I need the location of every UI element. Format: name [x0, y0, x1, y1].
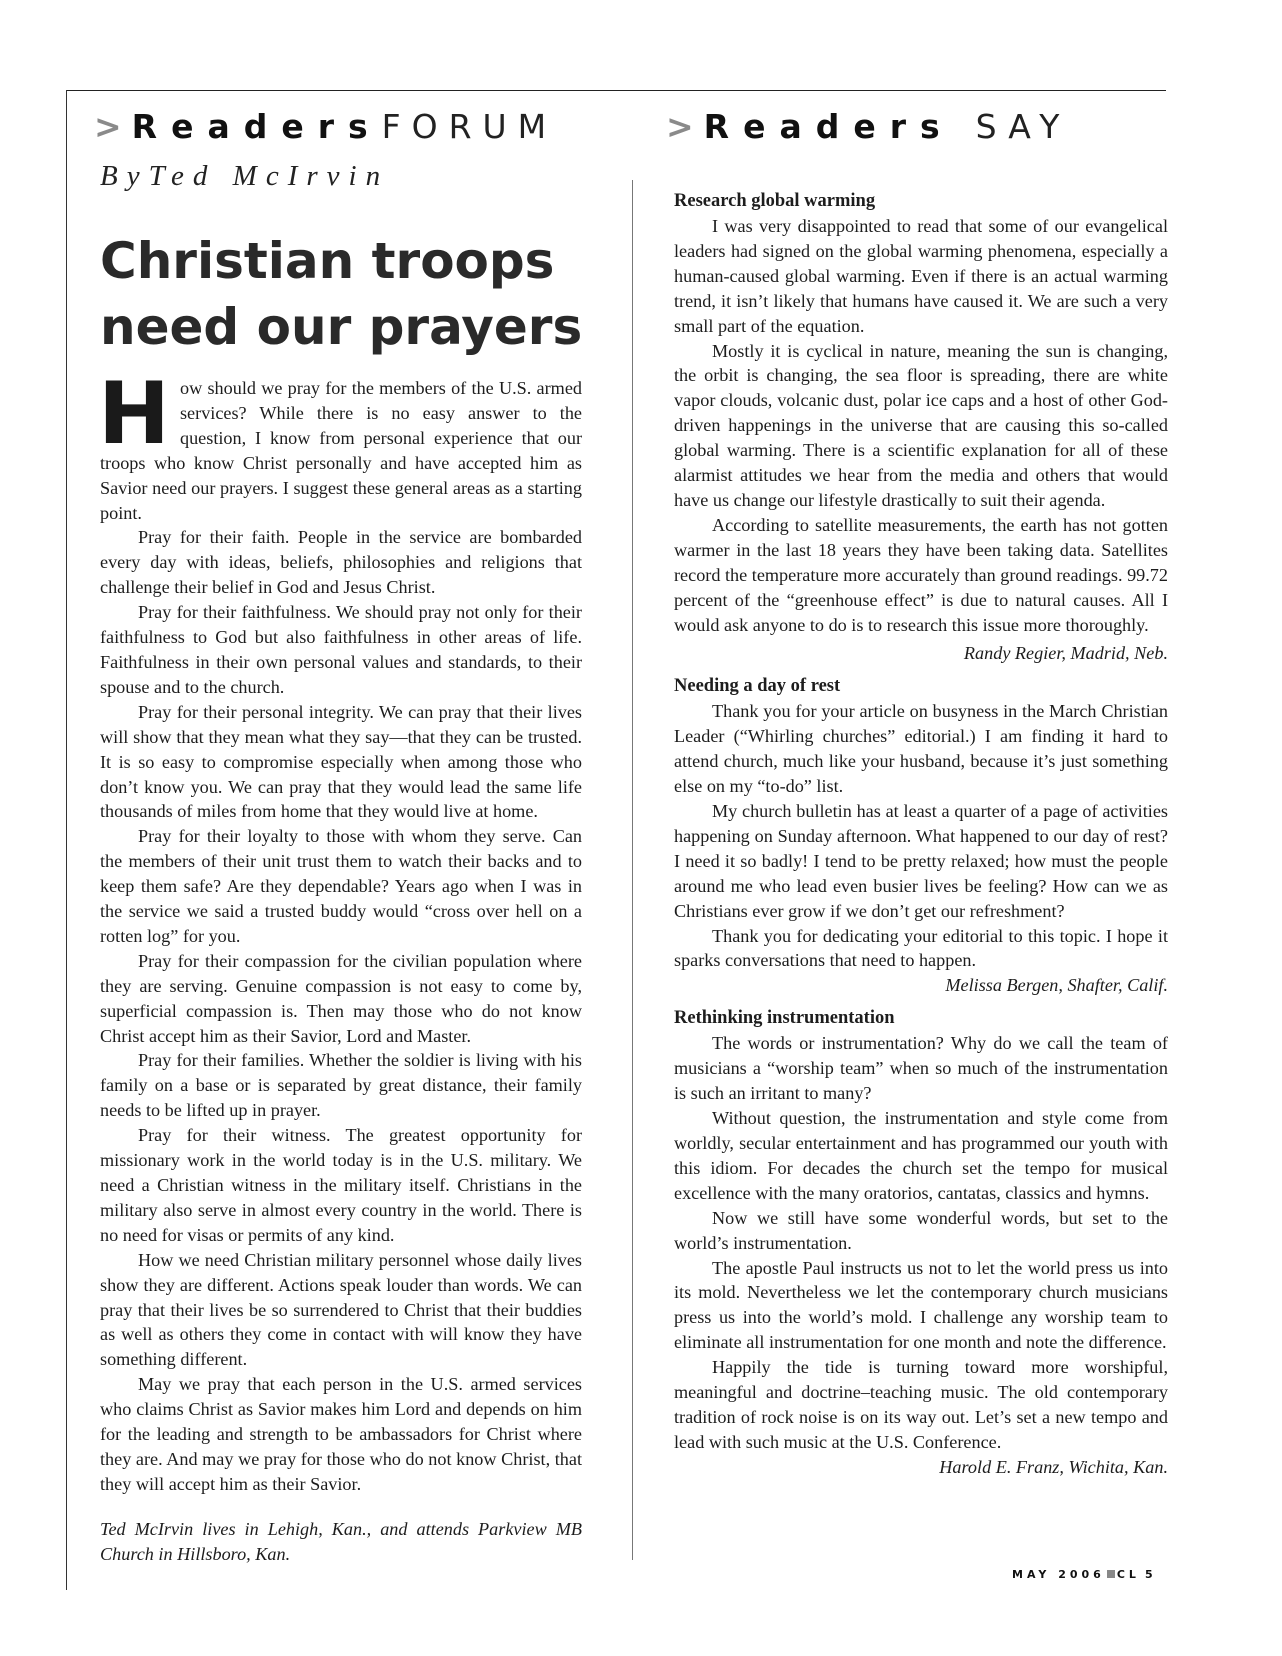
headline-line-2: need our prayers: [100, 298, 583, 356]
article-paragraph: Pray for their faithfulness. We should pray not only for their faithfulness to God but also faithfulness in other areas of life. Faithfulness in their own personal values and standards, to their spouse and to the church.: [100, 602, 582, 697]
page-footer: [1012, 1568, 1157, 1581]
letter-paragraph: My church bulletin has at least a quarter of a page of activities happening on Sunday afternoon. What happened to our day of rest? I need it so badly! I tend to be pretty relaxed; how must the people around me who lead even busier lives be feeling? How can we as Christians ever grow if we don’t get our refreshment?: [674, 801, 1168, 921]
letter-title: Rethinking instrumentation: [674, 1008, 895, 1029]
letter: [674, 1006, 1168, 1479]
letter-signature: Melissa Bergen, Shafter, Calif.: [945, 975, 1168, 996]
section-title-light: FORUM: [381, 107, 558, 146]
footer-publication: CL: [1116, 1568, 1140, 1581]
section-title-bold: Readers: [703, 107, 954, 146]
letters-body: [674, 189, 1168, 1480]
column-divider: [632, 180, 633, 1560]
readers-say-heading: [666, 105, 1070, 149]
left-rule: [66, 90, 67, 1590]
letter-title: Needing a day of rest: [674, 676, 841, 697]
article-paragraph: Pray for their faith. People in the service are bombarded every day with ideas, beliefs, philosophies and religions that challenge their belief in God and Jesus Christ.: [100, 527, 582, 598]
letter-paragraph: The apostle Paul instructs us not to let the world press us into its mold. Nevertheless we let the contemporary church musicians press us into the world’s mold. I challenge any worship team to eliminate all instrumentation for one month and note the difference.: [674, 1257, 1168, 1353]
drop-cap: H: [98, 364, 170, 464]
article-headline: [100, 228, 600, 360]
article-body: [98, 364, 582, 1567]
arrow-icon: >: [94, 107, 122, 146]
article-paragraph: Pray for their personal integrity. We can pray that their lives will show that they mean what they say—that they can be trusted. It is so easy to compromise especially when among those who don’t know you. We can pray that they would lead the same life thousands of miles from home that they would live at home.: [100, 701, 582, 822]
letter-paragraph: Now we still have some wonderful words, but set to the world’s instrumentation.: [674, 1207, 1168, 1253]
letter-paragraph: The words or instrumentation? Why do we call the team of musicians a “worship team” when so much of the instrumentation is such an irritant to many?: [674, 1033, 1168, 1104]
section-title-bold: Readers: [131, 107, 382, 146]
letter-paragraph: Thank you for your article on busyness in the March Christian Leader (“Whirling churches” editorial.) I am finding it hard to attend church, much like your husband, because it’s just something else on my “to-do” list.: [674, 701, 1168, 797]
letter-paragraph: I was very disappointed to read that some of our evangelical leaders had signed on the global warming phenomena, especially a human-caused global warming. Even if there is an actual warming trend, it isn’t likely that humans have caused it. We are such a very small part of the equation.: [674, 216, 1168, 336]
letter-signature: Harold E. Franz, Wichita, Kan.: [939, 1456, 1168, 1477]
letter-paragraph: Without question, the instrumentation and style come from worldly, secular entertainment and has programmed our youth with this idiom. For decades the church set the tempo for musical excellence with the many oratorios, cantatas, classics and hymns.: [674, 1108, 1168, 1203]
article-paragraph: May we pray that each person in the U.S. armed services who claims Christ as Savior makes him Lord and depends on him for the leading and strength to be ambassadors for Christ where they are. And may we pray for those who do not know Christ, that they will accept him as their Savior.: [100, 1374, 582, 1494]
page-number: 5: [1145, 1568, 1157, 1581]
letter: [674, 674, 1168, 998]
author-bio: Ted McIrvin lives in Lehigh, Kan., and attends Parkview MB Church in Hillsboro, Kan.: [100, 1518, 582, 1564]
footer-date: MAY 2006: [1012, 1568, 1105, 1581]
letter: [674, 189, 1168, 666]
section-title-light: SAY: [975, 107, 1071, 146]
article-paragraph: Pray for their loyalty to those with whom they serve. Can the members of their unit trust them to watch their backs and to keep them safe? Are they dependable? Years ago when I was in the service we said a trusted buddy would “cross over hell on a rotten log” for you.: [100, 826, 582, 946]
article-paragraph: How should we pray for the members of the U.S. armed services? While there is no easy answer to the question, I know from personal experience that our troops who know Christ personally and have accepted him as Savior need our prayers. I suggest these general areas as a starting point.: [98, 364, 582, 523]
article-paragraph: How we need Christian military personnel whose daily lives show they are different. Actions speak louder than words. We can pray that their lives be so surrendered to Christ that their buddies as well as others they come in contact with will know they have something different.: [100, 1249, 582, 1370]
letter-paragraph: Mostly it is cyclical in nature, meaning the sun is changing, the orbit is changing, the sea floor is spreading, there are white vapor clouds, volcanic dust, polar ice caps and a host of other God-driven happenings in the universe that are causing this so-called global warming. There is a scientific explanation for all of these alarmist attitudes we hear from the media and others that would have us change our lifestyle drastically to suit their agenda.: [674, 340, 1168, 510]
byline: ByTed McIrvin: [100, 160, 390, 192]
letter-paragraph: According to satellite measurements, the earth has not gotten warmer in the last 18 years they have been taking data. Satellites record the temperature more accurately than ground readings. 99.72 percent of the “greenhouse effect” is due to natural causes. All I would ask anyone to do is to research this issue more thoroughly.: [674, 514, 1168, 635]
letter-paragraph: Thank you for dedicating your editorial to this topic. I hope it sparks conversations that need to happen.: [674, 925, 1168, 971]
letter-title: Research global warming: [674, 191, 876, 211]
article-paragraph: Pray for their families. Whether the soldier is living with his family on a base or is separated by great distance, their family needs to be lifted up in prayer.: [100, 1050, 582, 1121]
article-paragraph: Pray for their witness. The greatest opportunity for missionary work in the world today is in the U.S. military. We need a Christian witness in the military itself. Christians in the military also serve in almost every country in the world. There is no need for visas or permits of any kind.: [100, 1125, 582, 1245]
readers-forum-heading: [94, 105, 557, 149]
letter-paragraph: Happily the tide is turning toward more worshipful, meaningful and doctrine–teaching music. The old contemporary tradition of rock noise is on its way out. Let’s set a new tempo and lead with such music at the U.S. Conference.: [674, 1357, 1168, 1452]
arrow-icon: >: [666, 107, 694, 146]
letter-signature: Randy Regier, Madrid, Neb.: [963, 643, 1168, 664]
top-rule: [66, 90, 1166, 91]
square-bullet-icon: [1107, 1570, 1115, 1578]
headline-line-1: Christian troops: [100, 232, 555, 290]
article-paragraph: Pray for their compassion for the civilian population where they are serving. Genuine compassion is not easy to come by, superficial compassion is. Then may those who do not know Christ accept him as their Savior, Lord and Master.: [100, 950, 582, 1046]
